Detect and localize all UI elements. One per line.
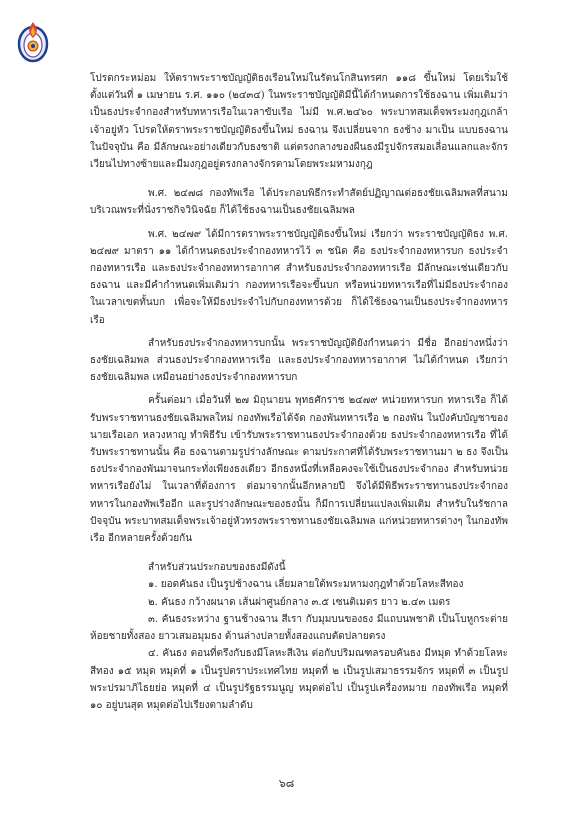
list-item-studs: ๔. คันธง ตอนที่ตรึงกับธงมีโลหะสีเงิน ต่อกับปริมณฑลรอบคันธง มีหมุด ทำด้วยโลหะสีทอง ๑๕ หมุด หมุดที่ ๑ เป็นรูปตราประเทศไทย หมุดที่ ๒ เป็นรูปเสมาธรรมจักร หมุดที่ ๓ เป็นรูปพระปรมาภิไธยย่อ หมุดที่ ๔ เป็นรูปรัฐธรรมนูญ หมุดต่อไป เป็นรูปเครื่องหมาย กองทัพเรือ หมุดที่ ๑๐ อยู่บนสุด หมุดต่อไปเรียงตามลำดับ xyxy=(90,648,508,711)
royal-thai-navy-emblem-icon xyxy=(16,18,50,64)
paragraph-flag-act-2479: พ.ศ. ๒๔๗๙ ได้มีการตราพระราชบัญญัติธงขึ้นใหม่ เรียกว่า พระราชบัญญัติธง พ.ศ. ๒๔๗๙ มาตรา ๑๑ ได้กำหนดธงประจำกองทหารไว้ ๓ ชนิด คือ ธงประจำกองทหารบก ธงประจำกองทหารเรือ และธงประจำกองทหารอากาศ สำหรับธงประจำกองทหารเรือ มีลักษณะเช่นเดียวกับธงฉาน และมีคำกำหนดเพิ่มเติมว่า กองทหารเรือจะขึ้นบก หรือหน่วยทหารเรือที่ไม่มีธงประจำกองในเวลาเขตทั้นบก เพื่อจะให้มีธงประจำไปกับกองทหารด้วย ก็ได้ใช้ธงฉานเป็นธงประจำกองทหารเรือ xyxy=(90,228,508,326)
list-item-staff: ๒. คันธง กว้างผนาด เส้นผ่าศูนย์กลาง ๓.๕ เซนติเมตร ยาว ๒.๔๓ เมตร xyxy=(148,596,451,608)
paragraph-colours-presentation: ครั้นต่อมา เมื่อวันที่ ๒๗ มิถุนายน พุทธศักราช ๒๔๗๙ หน่วยทหารบก ทหารเรือ ก็ได้รับพระราชทานธงชัยเฉลิมพลใหม่ กองทัพเรือได้จัด กองพันทหารเรือ ๒ กองพัน ในบังคับบัญชาของนายเรือเอก หลวงหาญ ทำพิธีรับ เข้ารับพระราชทานธงประจำกองด้วย ธงประจำกองทหารเรือ ที่ได้รับพระราชทานนั้น คือ ธงฉานตามรูปร่างลักษณะ ตามประกาศที่ได้รับพระราชทานมา ๒ ธง จึงเป็นธงประจำกองพันมาจนกระทั่งเพียงธงเดียว อีกธงหนึ่งที่เหลือคงจะใช้เป็นธงประจำกอง สำหรับหน่วยทหารเรือยังไม่ ในเวลาที่ต้องการ ต่อมาจากนั้นอีกหลายปี จึงได้มีพิธีพระราชทานธงประจำกองทหารในกองทัพเรืออีก และรูปร่างลักษณะของธงนั้น ก็มีการเปลี่ยนแปลงเพิ่มเติม สำหรับในรัชกาลปัจจุบัน พระบาทสมเด็จพระเจ้าอยู่หัวทรงพระราชทานธงชัยเฉลิมพล แก่หน่วยทหารต่างๆ ในกองทัพเรือ อีกหลายครั้งด้วยกัน xyxy=(90,395,508,545)
document-body xyxy=(90,70,508,714)
list-item-ribbon: ๓. คันธงระหว่าง ฐานช้างฉาน สีเรา กับมุมบนของธง มีแถบนพชาติ เป็นโบหูกระต่ายห้อยชายทั้งสอง ยาวเสมอมุมธง ด้านล่างปลายทั้งสองแถบตัดปลายตรง xyxy=(90,613,508,643)
page-number: ๖๘ xyxy=(278,777,295,790)
paragraph-navy-oath-2478: พ.ศ. ๒๔๗๘ กองทัพเรือ ได้ประกอบพิธีกระทำสัตย์ปฏิญาณต่อธงชัยเฉลิมพลที่สนามบริเวณพระที่นั่งราชกิจวินิจฉัย ก็ได้ใช้ธงฉานเป็นธงชัยเฉลิมพล xyxy=(90,188,508,217)
paragraph-flag-history-1: โปรดกระหม่อม ให้ตราพระราชบัญญัติธงเรือนใหม่ในรัตนโกสินทรศก ๑๑๘ ขึ้นใหม่ โดยเริ่มใช้ ตั้งแต่วันที่ ๑ เมษายน ร.ศ. ๑๑๐ (๒๔๓๔) ในพระราชบัญญัติมีนี้ได้กำหนดการใช้ธงฉาน เพิ่มเติมว่า เป็นธงประจำกองสำหรับทหารเรือในเวลาขับเรือ ไม่มี พ.ศ.๒๔๖๐ พระบาทสมเด็จพระมงกุฎเกล้าเจ้าอยู่หัว โปรดให้ตราพระราชบัญญัติธงขึ้นใหม่ ธงฉาน จึงเปลี่ยนจาก ธงช้าง มาเป็น แบบธงฉานในปัจจุบัน คือ มีลักษณะอย่างเดียวกับธงชาติ แต่ตรงกลางของผืนธงมีรูปจักรสมอเลื่อนแลกและจักรเวียนไปทางซ้ายและมีมงกุฎอยู่ตรงกลางจักรตามโดยพระมหามงกุฎ xyxy=(90,73,508,171)
list-item-finial: ๑. ยอดคันธง เป็นรูปช้างฉาน เลี่ยมลายใต้พระมหามงกุฎทำด้วยโลหะสีทอง xyxy=(148,579,464,591)
paragraph-army-flag-name: สำหรับธงประจำกองทหารบกนั้น พระราชบัญญัติยังกำหนดว่า มีชื่อ อีกอย่างหนึ่งว่า ธงชัยเฉลิมพล ส่วนธงประจำกองทหารเรือ และธงประจำกองทหารอากาศ ไม่ได้กำหนด เรียกว่า ธงชัยเฉลิมพล เหมือนอย่างธงประจำกองทหารบก xyxy=(90,337,508,384)
paragraph-components-heading: สำหรับส่วนประกอบของธงมีดังนี้ xyxy=(148,562,286,574)
